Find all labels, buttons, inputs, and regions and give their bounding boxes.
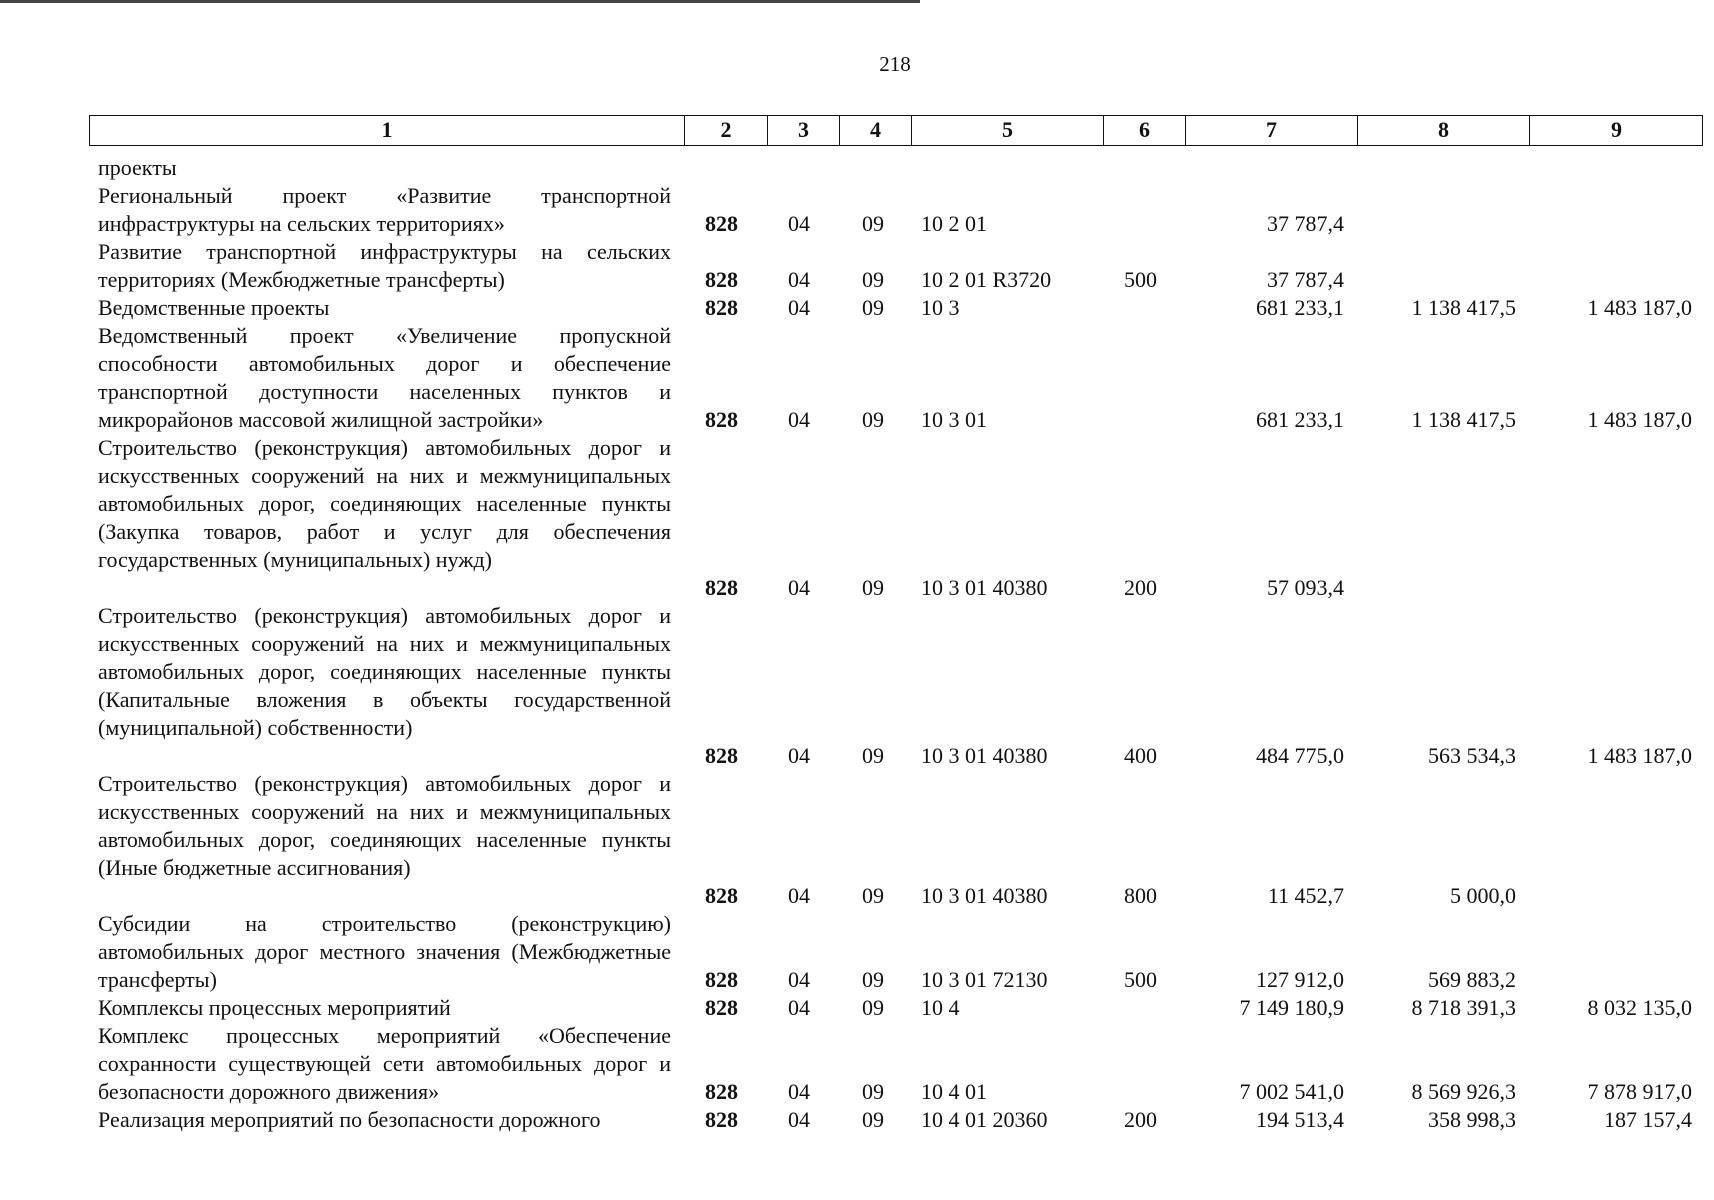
cell-amount-col7: 681 233,1 xyxy=(1256,295,1344,320)
cell-amount-col7: 37 787,4 xyxy=(1267,267,1344,292)
cell-subsection: 09 xyxy=(862,995,884,1020)
cell-subsection: 09 xyxy=(862,967,884,992)
table-row xyxy=(0,154,1714,182)
cell-amount-col7: 681 233,1 xyxy=(1256,407,1344,432)
table-row xyxy=(0,434,1714,602)
cell-amount-col9: 1 483 187,0 xyxy=(1587,295,1692,320)
cell-ministry-code: 828 xyxy=(705,1079,738,1104)
cell-target-article: 10 2 01 xyxy=(921,211,987,236)
row-description: Реализация мероприятий по безопасности дорожного xyxy=(98,1107,601,1132)
table-row xyxy=(0,602,1714,770)
row-description: Строительство (реконструкция) автомобильных дорог и искусственных сооружений на них и межмуниципальных автомобильных дорог, соединяющих населенные пункты (Капитальные вложения в объекты государственной (муниципальной) собственности) xyxy=(98,603,671,740)
table-row xyxy=(0,1106,1714,1134)
cell-ministry-code: 828 xyxy=(705,407,738,432)
cell-amount-col9: 8 032 135,0 xyxy=(1587,995,1692,1020)
cell-target-article: 10 4 01 20360 xyxy=(921,1107,1048,1132)
cell-amount-col7: 484 775,0 xyxy=(1256,743,1344,768)
header-col-7: 7 xyxy=(1185,116,1357,145)
cell-subsection: 09 xyxy=(862,211,884,236)
cell-ministry-code: 828 xyxy=(705,995,738,1020)
cell-ministry-code: 828 xyxy=(705,295,738,320)
cell-section: 04 xyxy=(788,575,810,600)
scan-edge-line xyxy=(0,0,920,3)
cell-amount-col7: 11 452,7 xyxy=(1267,883,1344,908)
cell-ministry-code: 828 xyxy=(705,743,738,768)
cell-amount-col9: 1 483 187,0 xyxy=(1587,407,1692,432)
cell-target-article: 10 2 01 R3720 xyxy=(921,267,1052,292)
row-description: Комплекс процессных мероприятий «Обеспечение сохранности существующей сети автомобильных дорог и безопасности дорожного движения» xyxy=(98,1023,671,1104)
cell-ministry-code: 828 xyxy=(705,967,738,992)
row-description: Строительство (реконструкция) автомобильных дорог и искусственных сооружений на них и межмуниципальных автомобильных дорог, соединяющих населенные пункты (Иные бюджетные ассигнования) xyxy=(98,771,671,880)
table-row xyxy=(0,238,1714,294)
row-description: Строительство (реконструкция) автомобильных дорог и искусственных сооружений на них и межмуниципальных автомобильных дорог, соединяющих населенные пункты (Закупка товаров, работ и услуг для обеспечения государственных (муниципальных) нужд) xyxy=(98,435,671,572)
cell-amount-col9: 1 483 187,0 xyxy=(1587,743,1692,768)
cell-amount-col9: 7 878 917,0 xyxy=(1587,1079,1692,1104)
cell-expense-type: 800 xyxy=(1124,883,1157,908)
cell-target-article: 10 3 01 xyxy=(921,407,987,432)
cell-target-article: 10 3 xyxy=(921,295,960,320)
cell-section: 04 xyxy=(788,295,810,320)
header-col-8: 8 xyxy=(1357,116,1529,145)
cell-subsection: 09 xyxy=(862,883,884,908)
cell-section: 04 xyxy=(788,743,810,768)
cell-amount-col8: 569 883,2 xyxy=(1428,967,1516,992)
cell-ministry-code: 828 xyxy=(705,575,738,600)
cell-section: 04 xyxy=(788,883,810,908)
row-description: Субсидии на строительство (реконструкцию) автомобильных дорог местного значения (Межбюджетные трансферты) xyxy=(98,911,671,992)
table-row xyxy=(0,294,1714,322)
cell-section: 04 xyxy=(788,211,810,236)
cell-section: 04 xyxy=(788,995,810,1020)
cell-ministry-code: 828 xyxy=(705,267,738,292)
cell-amount-col7: 57 093,4 xyxy=(1267,575,1344,600)
cell-subsection: 09 xyxy=(862,407,884,432)
header-col-6: 6 xyxy=(1103,116,1185,145)
cell-section: 04 xyxy=(788,1079,810,1104)
cell-amount-col8: 8 718 391,3 xyxy=(1411,995,1516,1020)
cell-subsection: 09 xyxy=(862,1107,884,1132)
cell-amount-col7: 194 513,4 xyxy=(1256,1107,1344,1132)
cell-subsection: 09 xyxy=(862,267,884,292)
cell-amount-col8: 8 569 926,3 xyxy=(1411,1079,1516,1104)
cell-target-article: 10 3 01 72130 xyxy=(921,967,1048,992)
cell-amount-col7: 37 787,4 xyxy=(1267,211,1344,236)
cell-subsection: 09 xyxy=(862,575,884,600)
cell-section: 04 xyxy=(788,267,810,292)
cell-amount-col8: 563 534,3 xyxy=(1428,743,1516,768)
cell-amount-col7: 7 002 541,0 xyxy=(1239,1079,1344,1104)
cell-subsection: 09 xyxy=(862,1079,884,1104)
header-col-2: 2 xyxy=(684,116,767,145)
table-row xyxy=(0,322,1714,434)
cell-section: 04 xyxy=(788,407,810,432)
cell-expense-type: 200 xyxy=(1124,1107,1157,1132)
cell-amount-col8: 1 138 417,5 xyxy=(1411,295,1516,320)
cell-target-article: 10 4 01 xyxy=(921,1079,987,1104)
row-description: Региональный проект «Развитие транспортной инфраструктуры на сельских территориях» xyxy=(98,183,671,236)
table-row xyxy=(0,182,1714,238)
table-row xyxy=(0,994,1714,1022)
header-col-1: 1 xyxy=(381,117,393,142)
header-col-4: 4 xyxy=(839,116,911,145)
cell-target-article: 10 4 xyxy=(921,995,960,1020)
cell-amount-col8: 5 000,0 xyxy=(1450,883,1516,908)
cell-subsection: 09 xyxy=(862,295,884,320)
row-description: Ведомственный проект «Увеличение пропускной способности автомобильных дорог и обеспечение транспортной доступности населенных пунктов и микрорайонов массовой жилищной застройки» xyxy=(98,323,671,432)
page-number: 218 xyxy=(879,52,911,76)
table-row xyxy=(0,1022,1714,1106)
cell-ministry-code: 828 xyxy=(705,883,738,908)
row-description: Развитие транспортной инфраструктуры на сельских территориях (Межбюджетные трансферты) xyxy=(98,239,671,292)
cell-subsection: 09 xyxy=(862,743,884,768)
header-col-9: 9 xyxy=(1529,116,1703,145)
header-col-3: 3 xyxy=(767,116,839,145)
row-description: Ведомственные проекты xyxy=(98,295,330,320)
cell-amount-col8: 1 138 417,5 xyxy=(1411,407,1516,432)
row-description: Комплексы процессных мероприятий xyxy=(98,995,451,1020)
header-col-5: 5 xyxy=(911,116,1103,145)
cell-amount-col7: 127 912,0 xyxy=(1256,967,1344,992)
cell-section: 04 xyxy=(788,1107,810,1132)
row-description: проекты xyxy=(98,155,177,180)
cell-expense-type: 400 xyxy=(1124,743,1157,768)
table-row xyxy=(0,910,1714,994)
cell-ministry-code: 828 xyxy=(705,211,738,236)
cell-amount-col9: 187 157,4 xyxy=(1604,1107,1692,1132)
cell-expense-type: 200 xyxy=(1124,575,1157,600)
cell-expense-type: 500 xyxy=(1124,967,1157,992)
table-row xyxy=(0,770,1714,910)
cell-target-article: 10 3 01 40380 xyxy=(921,575,1048,600)
table-header xyxy=(89,115,1703,146)
cell-section: 04 xyxy=(788,967,810,992)
cell-amount-col7: 7 149 180,9 xyxy=(1239,995,1344,1020)
cell-expense-type: 500 xyxy=(1124,267,1157,292)
cell-amount-col8: 358 998,3 xyxy=(1428,1107,1516,1132)
cell-ministry-code: 828 xyxy=(705,1107,738,1132)
cell-target-article: 10 3 01 40380 xyxy=(921,883,1048,908)
cell-target-article: 10 3 01 40380 xyxy=(921,743,1048,768)
